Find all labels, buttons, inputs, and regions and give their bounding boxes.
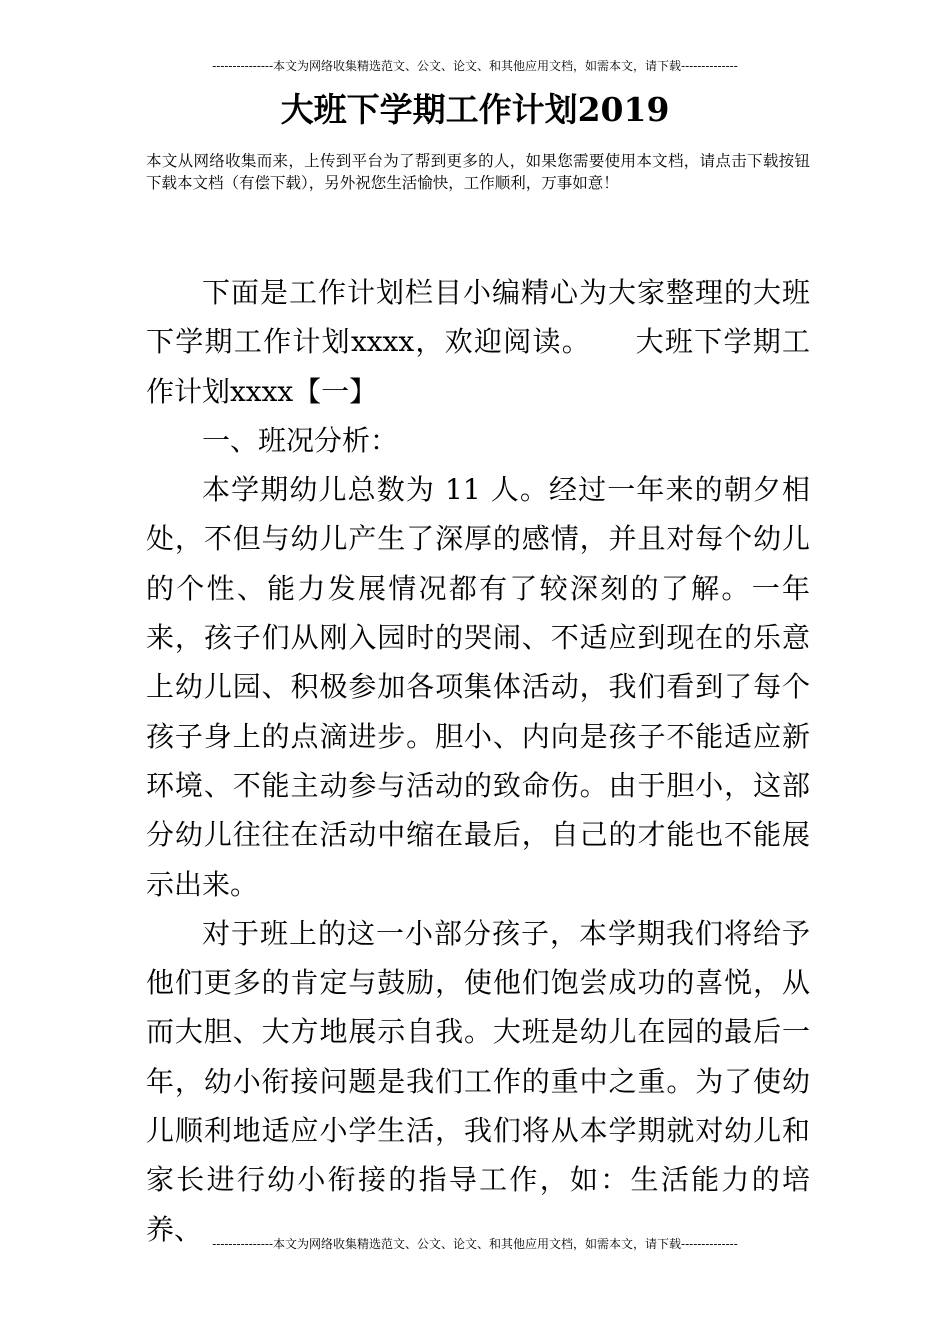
- section-heading: 一、班况分析：: [202, 423, 399, 457]
- paragraph-intro: 下面是工作计划栏目小编精心为大家整理的大班下学期工作计划xxxx，欢迎阅读。 大班下学期工作计划xxxx【一】: [146, 276, 810, 408]
- document-title: 大班下学期工作计划2019: [280, 90, 670, 129]
- intro-note: 本文从网络收集而来，上传到平台为了帮到更多的人，如果您需要使用本文档，请点击下载按钮下载本文档（有偿下载），另外祝您生活愉快，工作顺利，万事如意！: [146, 152, 810, 192]
- paragraph-class-analysis: 本学期幼儿总数为 11 人。经过一年来的朝夕相处，不但与幼儿产生了深厚的感情，并且对每个幼儿的个性、能力发展情况都有了较深刻的了解。一年来，孩子们从刚入园时的哭闹、不适应到现在的乐意上幼儿园、积极参加各项集体活动，我们看到了每个孩子身上的点滴进步。胆小、内向是孩子不能适应新环境、不能主动参与活动的致命伤。由于胆小，这部分幼儿往往在活动中缩在最后，自己的才能也不能展示出来。: [146, 473, 810, 901]
- footer-banner: ---------------本文为网络收集精选范文、公文、论文、和其他应用文档，如需本文，请下载--------------: [212, 1237, 738, 1251]
- paragraph-plan: 对于班上的这一小部分孩子，本学期我们将给予他们更多的肯定与鼓励，使他们饱尝成功的喜悦，从而大胆、大方地展示自我。大班是幼儿在园的最后一年，幼小衔接问题是我们工作的重中之重。为了使幼儿顺利地适应小学生活，我们将从本学期就对幼儿和家长进行幼小衔接的指导工作，如：生活能力的培养、: [146, 916, 810, 1246]
- header-banner: ---------------本文为网络收集精选范文、公文、论文、和其他应用文档，如需本文，请下载--------------: [212, 59, 738, 73]
- document-body: [146, 268, 810, 1254]
